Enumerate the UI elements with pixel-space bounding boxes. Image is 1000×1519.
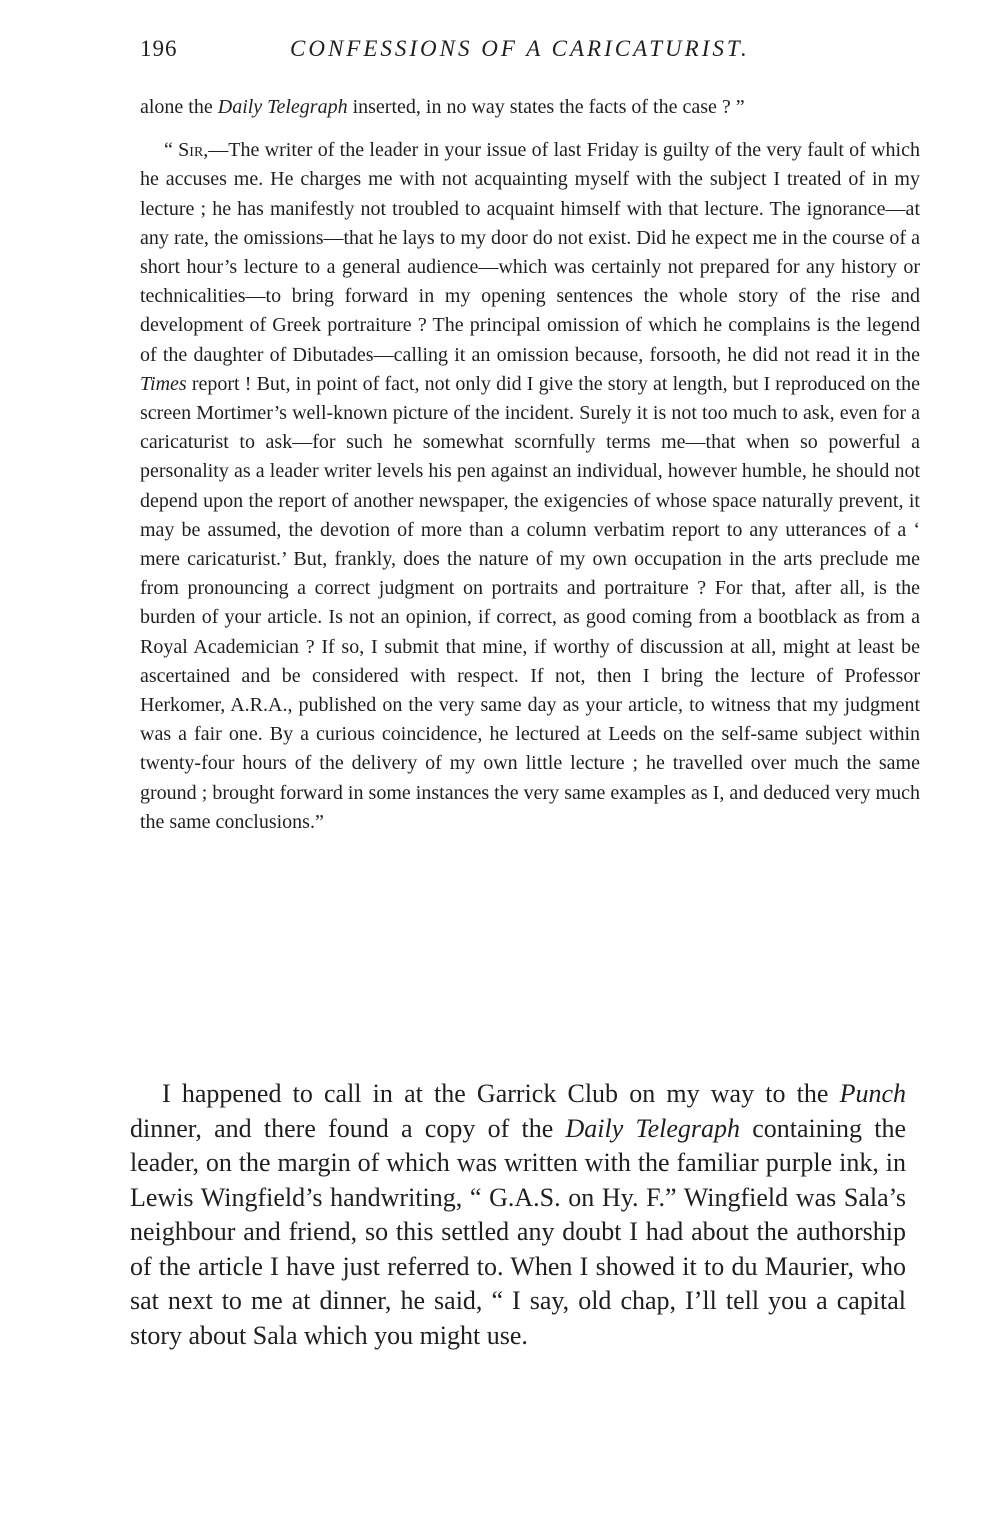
letter-salutation: Sir	[178, 139, 204, 162]
narrative-text: I happened to call in at the Garrick Club on my way to the	[162, 1079, 840, 1108]
opening-quote: “	[164, 139, 179, 162]
running-title: CONFESSIONS OF A CARICATURIST.	[290, 36, 750, 61]
narrative-text-end: containing the leader, on the margin of which was written with the familiar purple ink, in Lewis Wingfield’s handwriting, “ G.A.S. on Hy. F.” Wingfield was Sala’s neighbour and friend, so this settled any doubt I had about the authorship of the article I have just referred to. When I showed it to du Maurier, who sat next to me at dinner, he said, “ I say, old chap, I’ll tell you a capital story about Sala which you might use.	[130, 1113, 907, 1350]
letter-paragraph	[140, 136, 920, 837]
page-number: 196	[140, 36, 178, 61]
narrative-block	[130, 1077, 906, 1353]
intro-text-end: inserted, in no way states the facts of the case ? ”	[347, 96, 745, 118]
quoted-letter-block	[140, 93, 920, 837]
narrative-paragraph	[130, 1077, 906, 1353]
narrative-text-middle: dinner, and there found a copy of the	[130, 1113, 566, 1143]
punch-title: Punch	[839, 1079, 906, 1108]
times-title: Times	[140, 372, 187, 395]
letter-text-end: report ! But, in point of fact, not only did I give the story at length, but I reproduced on the screen Mortimer’s well-known picture of the incident. Surely it is not too much to ask, even for a caricaturist to ask—for such he somewhat scornfully terms me—that when so powerful a personality as a leader writer levels his pen against an individual, however humble, he should not depend upon the report of another newspaper, the exigencies of whose space naturally prevent, it may be assumed, the devotion of more than a column verbatim report to any utterances of a ‘ mere caricaturist.’ But, frankly, does the nature of my own occupation in the arts preclude me from pronouncing a correct judgment on portraits and portraiture ? For that, after all, is the burden of your article. Is not an opinion, if correct, as good coming from a bootblack as from a Royal Academician ? If so, I submit that mine, if worthy of discussion at all, might at least be ascertained and be considered with respect. If not, then I bring the lecture of Professor Herkomer, A.R.A., published on the very same day as your article, to witness that my judgment was a fair one. By a curious coincidence, he lectured at Leeds on the self-same subject within twenty-four hours of the delivery of my own little lecture ; he travelled over much the same ground ; brought forward in some instances the very same examples as I, and deduced very much the same conclusions.”	[140, 372, 920, 833]
newspaper-title: Daily Telegraph	[217, 96, 348, 118]
intro-paragraph	[140, 93, 920, 122]
running-head	[140, 36, 910, 72]
letter-text: ,—The writer of the leader in your issue of last Friday is guilty of the very fault of which he accuses me. He charges me with not acquainting myself with the subject I treated of in my lecture ; he has manifestly not troubled to acquaint himself with that lecture. The ignorance—at any rate, the omissions—that he lays to my door do not exist. Did he expect me in the course of a short hour’s lecture to a general audience—which was certainly not prepared for any history or technicalities—to bring forward in my opening sentences the whole story of the rise and development of Greek portraiture ? The principal omission of which he complains is the legend of the daughter of Dibutades—calling it an omission because, forsooth, he did not read it in the	[140, 139, 920, 366]
intro-text: alone the	[140, 96, 218, 118]
newspaper-title-2: Daily Telegraph	[565, 1113, 741, 1143]
